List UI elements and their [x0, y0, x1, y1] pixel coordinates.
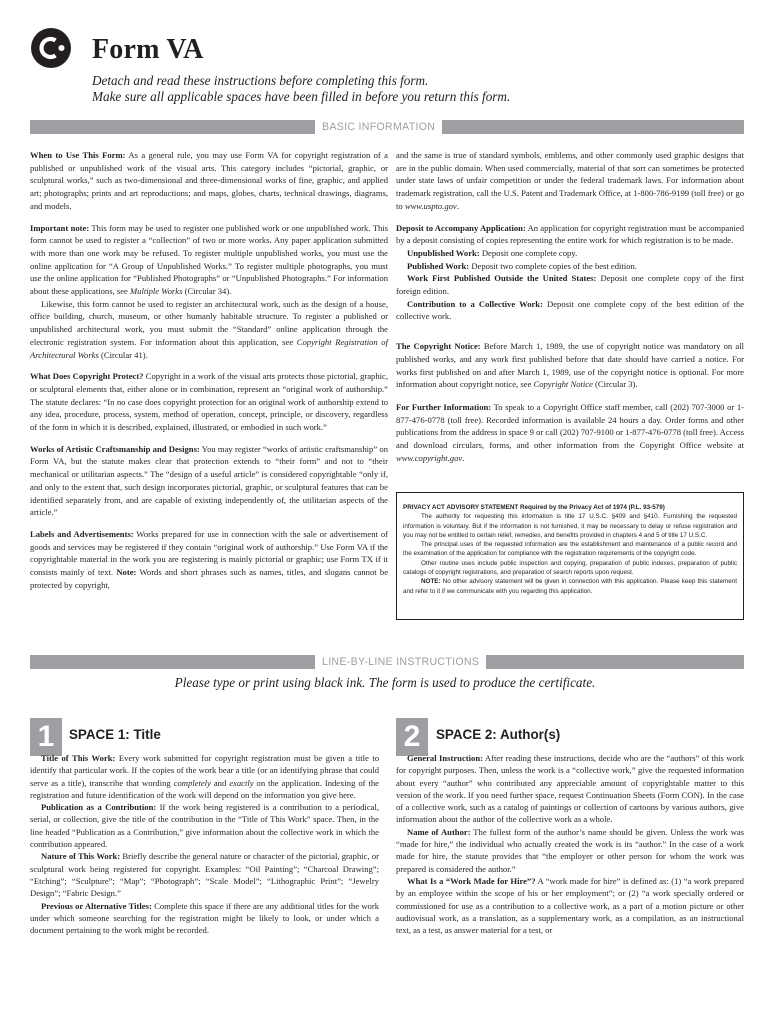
- further-heading: For Further Information:: [396, 401, 492, 412]
- unpublished-paragraph: [396, 247, 744, 260]
- general-instruction-paragraph: [396, 752, 744, 826]
- privacy-heading: PRIVACY ACT ADVISORY STATEMENT Required by the Privacy Act of 1974 (P.L. 93-579): [403, 504, 665, 511]
- and-word: and: [210, 777, 230, 788]
- privacy-p3: Other routine uses include public inspection and copying, preparation of public indexes, preparation of public catalogs of copyright registrations, and preparation of search reports upon request.: [403, 559, 737, 577]
- deposit-text: An application for copyright registration must be accompanied by a deposit consisting of copies representing the entire work for which registration is to be made.: [396, 222, 744, 246]
- notice-heading: The Copyright Notice:: [396, 341, 481, 352]
- unpublished-text: Deposit one complete copy.: [479, 247, 578, 258]
- previous-titles-paragraph: [30, 900, 379, 937]
- space-2-body: [396, 752, 744, 936]
- copyright-notice-paragraph: [396, 340, 744, 391]
- completely-word: completely: [173, 777, 211, 788]
- labels-paragraph: [30, 528, 388, 592]
- pc-heading: Publication as a Contribution:: [41, 802, 157, 813]
- exactly-word: exactly: [229, 777, 254, 788]
- trademark-end: .: [456, 200, 459, 211]
- hire-text: A “work made for hire” is defined as: (1) “a work prepared by an employee within the scope of his or her employment”; or (2) “a work specially ordered or commissioned for use as a contribution to a collective work, as a part of a motion picture or other audiovisual work, as a translation, as a supplementary work, as a compilation, as an instructional text, as a test, as answer material for a test, or: [396, 875, 744, 936]
- space-1-body: [30, 752, 379, 936]
- published-paragraph: [396, 260, 744, 273]
- labels-text: Works prepared for use in connection with the sale or advertisement of goods and services may be registered if they contain “original work of authorship.” Use Form VA if the copyrightable material in the work you are registering is mainly pictorial or graphic; use Form TX if it consists mainly of text.: [30, 528, 388, 578]
- artistic-craftsmanship-paragraph: [30, 443, 388, 519]
- works-heading: Works of Artistic Craftsmanship and Designs:: [30, 443, 200, 454]
- unpublished-heading: Unpublished Work:: [407, 247, 480, 258]
- further-end: .: [462, 452, 465, 463]
- space-1-number: 1: [30, 718, 62, 756]
- deposit-heading: Deposit to Accompany Application:: [396, 222, 526, 233]
- basic-information-band: [30, 120, 744, 134]
- work-made-for-hire-paragraph: [396, 875, 744, 936]
- what-text: Copyright in a work of the visual arts protects those pictorial, graphic, or sculptural elements that, either alone or in combination, represent an “original work of authorship.” The statute declares: “In no case does copyright protection for an original work of authorship extend to any idea, procedure, process, system, method of operation, concept, principle, or discovery, regardless of the form in which it is described, explained, illustrated, or embodied in such work.”: [30, 371, 388, 433]
- line-by-line-heading: LINE-BY-LINE INSTRUCTIONS: [315, 655, 486, 669]
- likewise-text: Likewise, this form cannot be used to register an architectural work, such as the design of a house, office building, church, museum, or other humanly habitable structure. To register a published or unpublished architectural work, you must submit the “Standard” online application through the electronic registration system. For information about this application, see: [30, 298, 388, 347]
- multiple-works-ref: Multiple Works: [130, 286, 183, 297]
- privacy-note-heading: NOTE:: [421, 578, 441, 586]
- name-heading: Name of Author:: [407, 826, 471, 837]
- hire-heading: What Is a “Work Made for Hire”?: [407, 875, 536, 886]
- when-to-use-paragraph: [30, 149, 388, 213]
- contribution-heading: Contribution to a Collective Work:: [407, 298, 543, 309]
- uspto-link[interactable]: www.uspto.gov: [404, 200, 457, 211]
- when-heading: When to Use This Form:: [30, 150, 126, 160]
- trademark-text: and the same is true of standard symbols, emblems, and other commonly used graphic designs that are in the public domain. When used commercially, material of that sort can sometimes be protected under state laws of unfair competition or under the federal trademark laws. For information about trademark registration, call the U.S. Patent and Trademark Office, at 1-800-786-9199 (toll free) or go to: [396, 150, 744, 211]
- first-published-text: Deposit one complete copy of the first foreign edition.: [396, 273, 744, 297]
- title-heading: Title of This Work:: [41, 753, 116, 763]
- important-text-end: (Circular 34).: [182, 286, 232, 297]
- further-information-paragraph: [396, 401, 744, 465]
- when-text: As a general rule, you may use Form VA for copyright registration of a published or unpublished work of the visual arts. This category includes “pictorial, graphic, or sculptural works,” such as two-dimensional and three-dimensional works of fine, graphic, and applied art; photographs; prints and art reproductions; and maps, globes, charts, technical drawings, diagrams, and models.: [30, 150, 388, 211]
- notice-text: Before March 1, 1989, the use of copyright notice was mandatory on all published works, and any work first published before that date should have carried a notice. For works first published on and after March 1, 1989, use of the copyright notice is optional. For more information about copyright notice, see: [396, 341, 744, 390]
- published-heading: Published Work:: [407, 260, 470, 271]
- space-2-title: SPACE 2: Author(s): [436, 727, 561, 742]
- important-heading: Important note:: [30, 222, 90, 233]
- subtitle-check-spaces: Make sure all applicable spaces have been filled in before you return this form.: [92, 89, 511, 104]
- general-text: After reading these instructions, decide who are the “authors” of this work for copyright purposes. Then, unless the work is a “collective work,” give the requested information about every “author” who contributed any appreciable amount of copyrightable matter to this version of the work. If you need further space, request Continuation Sheets (Form CON). In the case of a collective work, such as a catalog of paintings or collection of cartoons by various authors, give information about the author of the collective work as a whole.: [396, 753, 744, 825]
- nature-heading: Nature of This Work:: [41, 851, 121, 862]
- likewise-text-end: (Circular 41).: [98, 349, 148, 360]
- architectural-paragraph: [30, 298, 388, 362]
- contribution-text: Deposit one complete copy of the best edition of the collective work.: [396, 298, 745, 322]
- notice-text-end: (Circular 3).: [592, 379, 638, 390]
- works-text: You may register “works of artistic craftsmanship” on Form VA, but the statute makes clear that protection extends to “their form” and not to “their mechanical or utilitarian aspects.” The “design of a useful article” is considered copyrightable “only if, and only to the extent that, such design incorporates pictorial, graphic, or sculptural features that can be identified separately from, and are capable of existing independently of, the utilitarian aspects of the article.”: [30, 443, 388, 518]
- nature-of-work-paragraph: [30, 850, 379, 899]
- space-1-title: SPACE 1: Title: [69, 727, 161, 742]
- title-text-end: on the application. Indexing of the registration and future identification of the work will depend on the information you give here.: [30, 777, 379, 800]
- general-heading: General Instruction:: [407, 753, 483, 763]
- right-column: [396, 149, 744, 464]
- deposit-paragraph: [396, 222, 744, 247]
- important-text: This form may be used to register one published work or one unpublished work. This form cannot be used to register a “collection” of two or more works. Any paper application submitted with more than one work may be refused. To register multiple unpublished works, you must use the online application for “A Group of Unpublished Works.” To register multiple photographs, you must use the online application for “Published Photographs” or “Unpublished Photographs.” For information about these applications, see: [30, 222, 388, 297]
- copyright-gov-link[interactable]: www.copyright.gov: [396, 452, 463, 463]
- trademark-paragraph: [396, 149, 744, 213]
- labels-heading: Labels and Advertisements:: [30, 528, 134, 539]
- architectural-ref: Copyright Registration of Architectural Works: [30, 336, 388, 360]
- privacy-note: [403, 577, 737, 596]
- previous-text: Complete this space if there are any additional titles for the work under which someone searching for the registration might be likely to look, or under which a document pertaining to the work might be recorded.: [30, 900, 379, 936]
- title-of-work-paragraph: [30, 752, 379, 801]
- line-by-line-band: [30, 655, 744, 669]
- copyright-office-logo-icon: [30, 27, 72, 69]
- basic-information-heading: BASIC INFORMATION: [315, 120, 442, 134]
- subtitle-detach: Detach and read these instructions before completing this form.: [92, 73, 429, 88]
- privacy-note-text: No other advisory statement will be given in connection with this application. Please keep this statement and refer to it if we communicate with you regarding this application.: [403, 578, 737, 595]
- name-text: The fullest form of the author’s name should be given. Unless the work was “made for hire,” the individual who actually created the work is its “author.” In the case of a work made for hire, the statute provides that “the employer or other person for whom the work was prepared is considered the author.”: [396, 826, 744, 874]
- privacy-p1: The authority for requesting this information is title 17 U.S.C. §409 and §410. Furnishing the requested information is voluntary. But if the information is not furnished, it may be necessary to delay or refuse registration and you may not be entitled to certain relief, remedies, and benefits provided in chapters 4 and 5 of title 17 U.S.C.: [403, 513, 737, 539]
- what-copyright-protects-paragraph: [30, 370, 388, 434]
- first-published-heading: Work First Published Outside the United States:: [407, 273, 597, 284]
- privacy-act-box: [396, 492, 744, 620]
- contribution-paragraph: [396, 298, 744, 323]
- ink-instruction: Please type or print using black ink. The form is used to produce the certificate.: [174, 675, 596, 690]
- space-2-number: 2: [396, 718, 428, 756]
- left-column: [30, 149, 388, 592]
- what-heading: What Does Copyright Protect?: [30, 371, 144, 382]
- labels-text-end: Words and short phrases such as names, titles, and slogans cannot be protected by copyright,: [30, 567, 389, 590]
- previous-heading: Previous or Alternative Titles:: [41, 900, 152, 911]
- name-of-author-paragraph: [396, 826, 744, 875]
- labels-note: Note:: [116, 567, 137, 578]
- form-title: Form VA: [92, 34, 204, 65]
- copyright-notice-ref: Copyright Notice: [533, 379, 593, 390]
- published-text: Deposit two complete copies of the best edition.: [469, 260, 637, 271]
- further-text: To speak to a Copyright Office staff member, call (202) 707-3000 or 1-877-476-0778 (toll free). Recorded information is available 24 hours a day. Order forms and other publications from the address in space 9 or call (202) 707-9100 or 1-877-476-0778 (toll free). Access and download circulars, forms, and other information from the Copyright Office website at: [396, 401, 745, 451]
- nature-text: Briefly describe the general nature or character of the pictorial, graphic, or sculptural work being registered for copyright. Examples: “Oil Painting”; “Charcoal Drawing”; “Etching”; “Sculpture”; “Map”; “Photograph”; “Scale Model”; “Lithographic Print”; “Jewelry Design”; “Fabric Design.”: [30, 851, 379, 899]
- pc-text: If the work being registered is a contribution to a periodical, serial, or collection, give the title of the contribution in the “Title of This Work” space. Then, in the line headed “Publication as a Contribution,” give information about the collective work in which the contribution appeared.: [30, 802, 379, 850]
- privacy-p2: The principal uses of the requested information are the establishment and maintenance of a public record and the examination of the application for compliance with the registration requirements of the copyright code.: [403, 541, 737, 558]
- first-published-paragraph: [396, 272, 744, 297]
- important-note-paragraph: [30, 222, 388, 298]
- publication-contribution-paragraph: [30, 801, 379, 850]
- title-text: Every work submitted for copyright registration must be given a title to identify that particular work. If the copies of the work bear a title (or an identifying phrase that could serve as a title), transcribe that wording: [30, 753, 380, 788]
